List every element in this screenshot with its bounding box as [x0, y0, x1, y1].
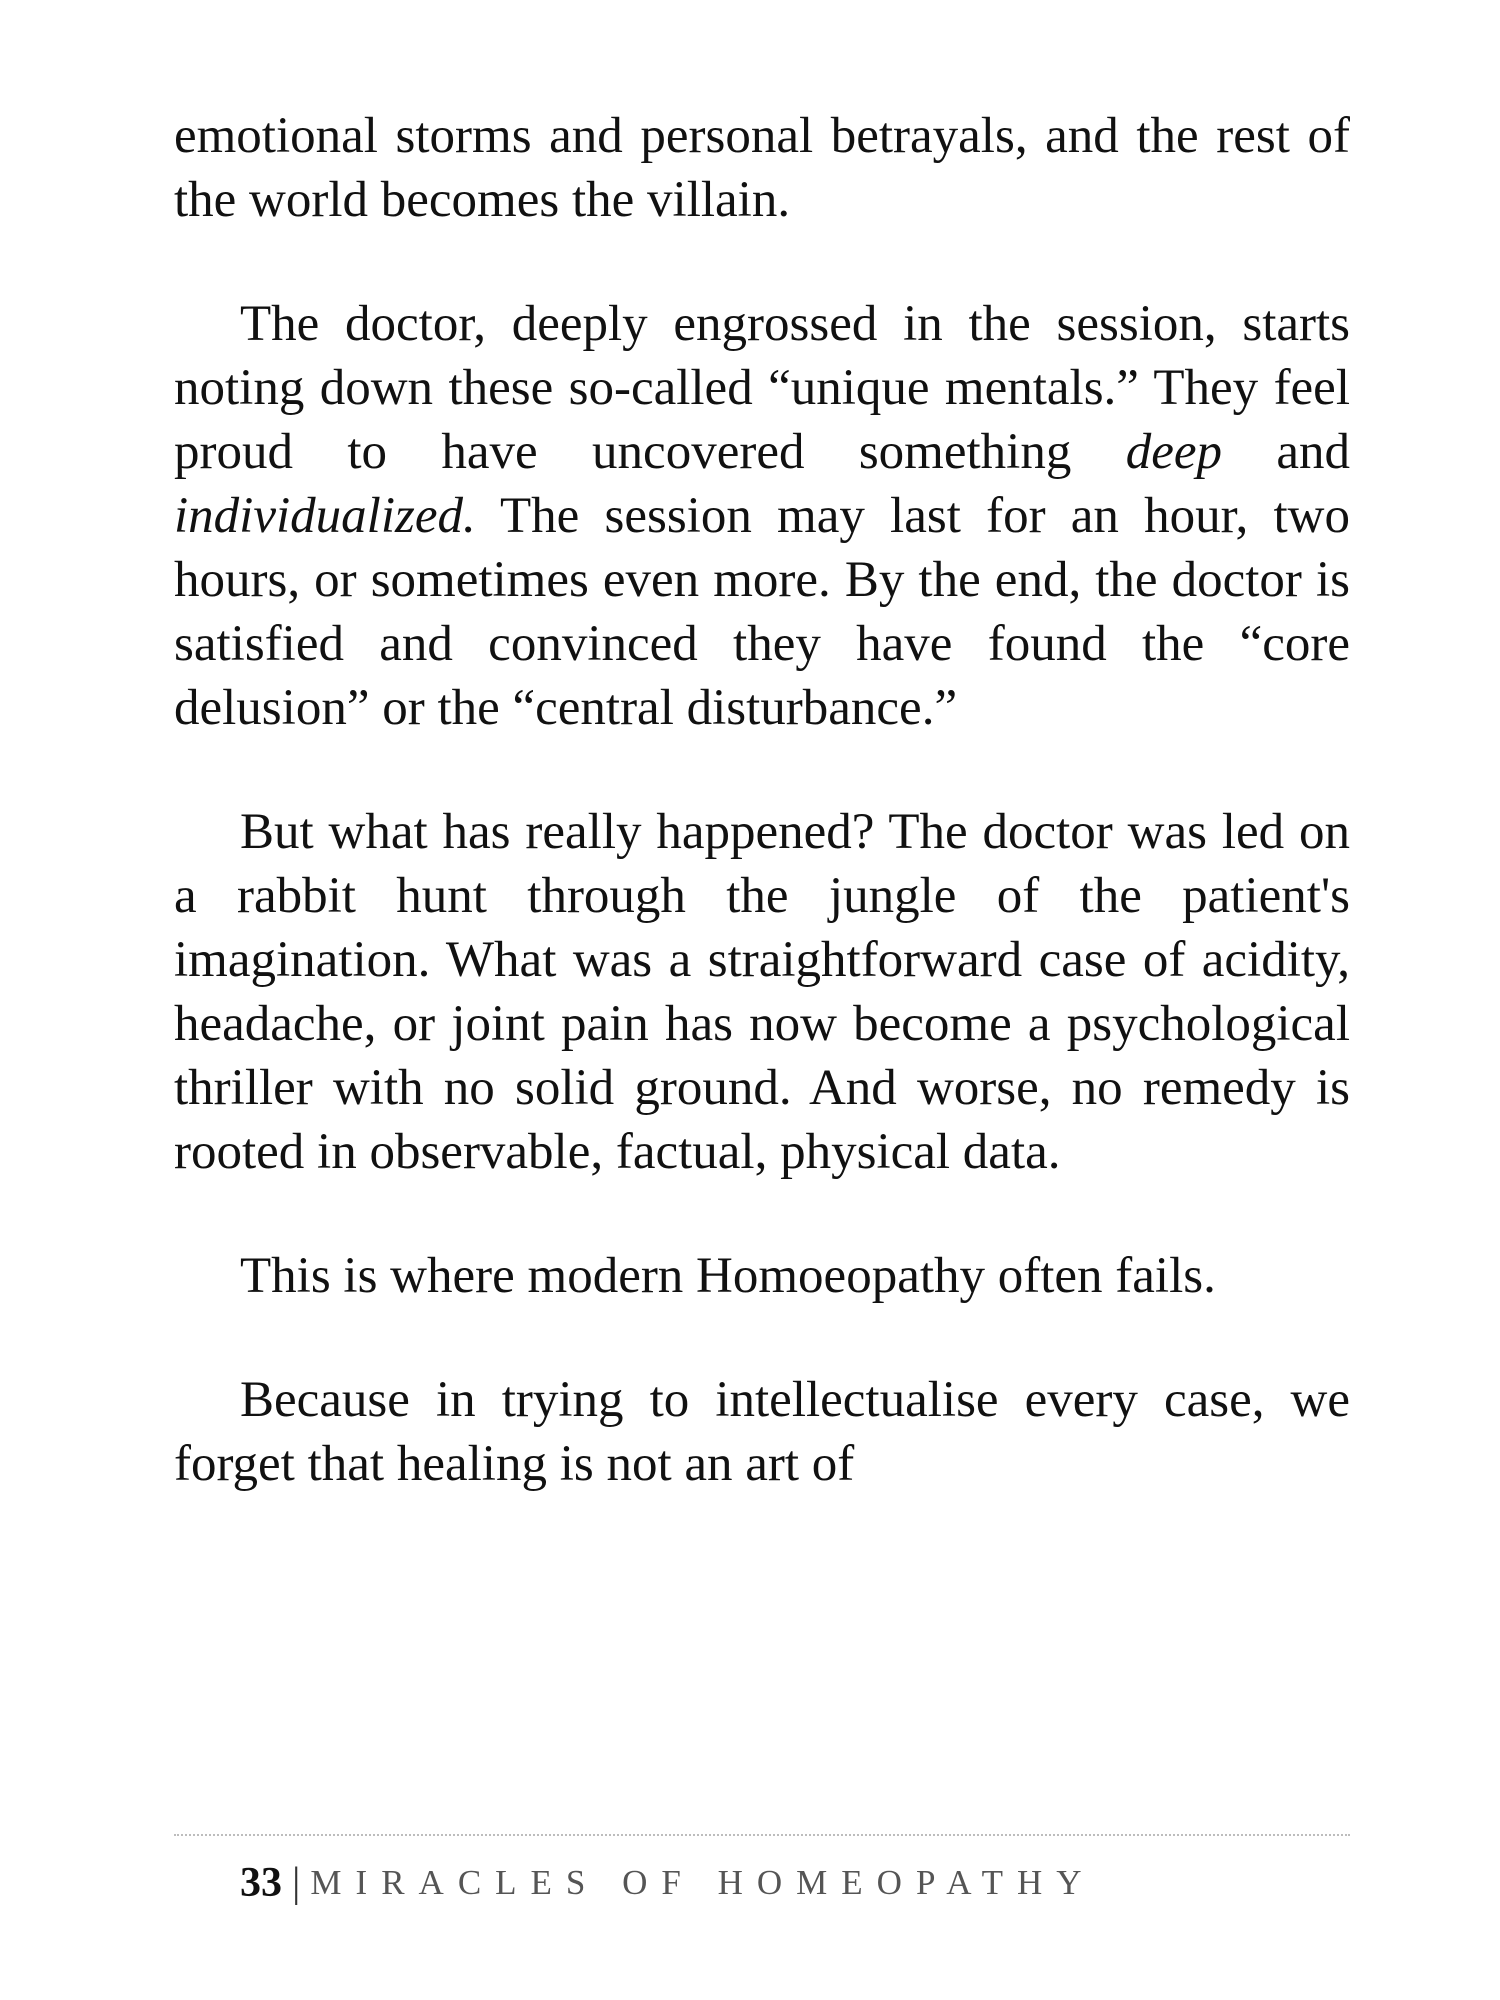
text-run: and: [1221, 424, 1350, 480]
paragraph-4: [174, 1244, 1350, 1308]
text-run: The session may last for an hour, two hours, or sometimes even more. By the end, the doctor is satisfied and convinced they have found the “core delusion” or the “central disturbance.”: [174, 488, 1350, 736]
italic-text: individualized.: [174, 488, 476, 544]
text-run: Because in trying to intellectualise every case, we forget that healing is not an art of: [174, 1372, 1350, 1492]
paragraph-1: [174, 104, 1350, 232]
paragraph-2: [174, 292, 1350, 740]
page-footer: [240, 1853, 1096, 1913]
running-book-title: MIRACLES OF HOMEOPATHY: [310, 1863, 1096, 1902]
italic-text: deep: [1125, 424, 1222, 480]
paragraph-5: [174, 1368, 1350, 1496]
paragraph-3: [174, 800, 1350, 1184]
body-text: [174, 104, 1350, 1496]
footer-divider: [174, 1834, 1350, 1836]
footer-separator: |: [292, 1860, 301, 1906]
text-run: The doctor, deeply engrossed in the session, starts noting down these so-called “unique mentals.” They feel proud to have uncovered something: [174, 296, 1350, 480]
text-run: emotional storms and personal betrayals, and the rest of the world becomes the villain.: [174, 108, 1350, 228]
page-number: 33: [240, 1860, 282, 1906]
text-run: But what has really happened? The doctor was led on a rabbit hunt through the jungle of the patient's imagination. What was a straightforward case of acidity, headache, or joint pain has now become a psychological thriller with no solid ground. And worse, no remedy is rooted in observable, factual, physical data.: [174, 804, 1350, 1180]
text-run: This is where modern Homoeopathy often fails.: [240, 1248, 1216, 1304]
